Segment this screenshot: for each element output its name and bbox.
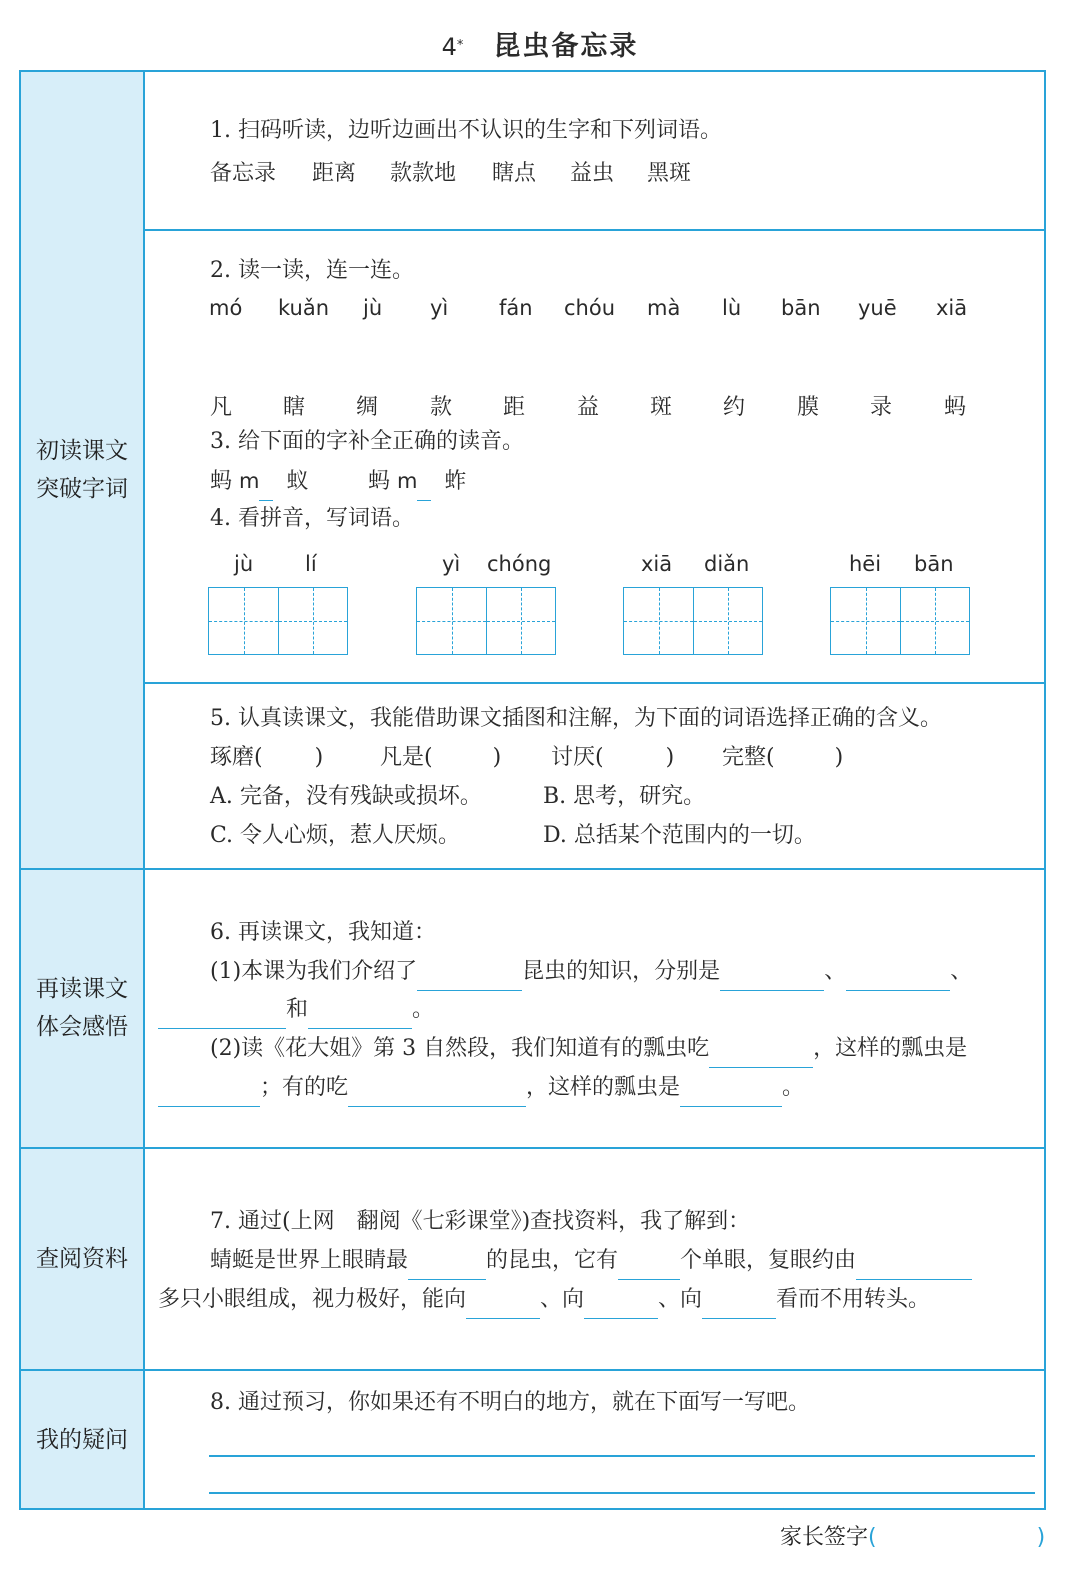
q6-text: (2)读《花大姐》第 3 自然段，我们知道有的瓢虫吃 <box>210 1036 710 1061</box>
section-sidebar <box>21 72 145 1508</box>
q5-close-paren: ) <box>492 745 502 770</box>
q5-word-3 <box>551 739 674 777</box>
q6-text: 和 <box>286 997 309 1022</box>
q4-pinyin: hēi <box>849 552 882 576</box>
q6-text: ；有的吃 <box>260 1075 349 1100</box>
q8-writing-line[interactable] <box>209 1492 1035 1494</box>
q3-blank[interactable] <box>417 478 431 501</box>
q8-prompt: 8. 通过预习，你如果还有不明白的地方，就在下面写一写吧。 <box>210 1390 810 1415</box>
q5-close-paren: ) <box>834 745 844 770</box>
section-label-line: 再读课文 <box>36 976 128 1002</box>
parent-signature-label: 家长签字 <box>780 1525 869 1550</box>
q5-word-label: 完整( <box>722 745 775 770</box>
q5-option-c: C. 令人心烦，惹人厌烦。 <box>210 823 461 848</box>
q6-line-4 <box>158 1069 804 1107</box>
q5-word-2 <box>380 739 501 777</box>
signature-open-paren: ( <box>868 1525 877 1550</box>
q2-pinyin[interactable]: fán <box>499 296 533 320</box>
q8-writing-line[interactable] <box>209 1455 1035 1457</box>
q7-blank[interactable] <box>856 1253 972 1280</box>
q2-char[interactable]: 蚂 <box>944 395 967 420</box>
q4-writing-grid[interactable] <box>623 587 763 655</box>
q1-word: 瞎点 <box>492 161 537 186</box>
q7-blank[interactable] <box>584 1292 658 1319</box>
q3-char: 蚂 <box>368 469 391 494</box>
q6-blank[interactable] <box>158 1002 286 1029</box>
q4-prompt: 4. 看拼音，写词语。 <box>210 506 414 531</box>
parent-signature <box>780 1520 1045 1551</box>
q2-char[interactable]: 瞎 <box>283 395 306 420</box>
q3-char: 蚂 <box>210 469 233 494</box>
q5-word-label: 琢磨( <box>210 745 263 770</box>
q5-word-1 <box>210 739 323 777</box>
q6-text: ，这样的瓢虫是 <box>813 1036 968 1061</box>
q2-pinyin[interactable]: lù <box>722 296 742 320</box>
q2-pinyin[interactable]: kuǎn <box>278 296 330 320</box>
section-label-questions: 我的疑问 <box>36 1427 128 1453</box>
q4-pinyin: xiā <box>641 552 673 576</box>
q4-writing-grid[interactable] <box>208 587 348 655</box>
q2-char[interactable]: 斑 <box>650 395 673 420</box>
divider <box>21 1147 1046 1149</box>
q6-line-2 <box>158 991 434 1029</box>
section-label-reread <box>21 970 143 1046</box>
q2-char[interactable]: 约 <box>723 395 746 420</box>
q6-prompt: 6. 再读课文，我知道： <box>210 920 436 945</box>
q6-text: ，这样的瓢虫是 <box>526 1075 681 1100</box>
section-label-line: 体会感悟 <box>36 1014 128 1040</box>
q2-pinyin[interactable]: chóu <box>564 296 616 320</box>
q6-blank[interactable] <box>709 1041 813 1068</box>
q6-text: 昆虫的知识，分别是 <box>522 959 721 984</box>
q7-prompt: 7. 通过(上网 翻阅《七彩课堂》)查找资料，我了解到： <box>210 1209 751 1234</box>
q4-pinyin: bān <box>914 552 954 576</box>
q7-text: 的昆虫，它有 <box>486 1248 619 1273</box>
q6-text: 、 <box>950 959 973 984</box>
q3-word: 蚁 <box>286 469 309 494</box>
q6-text: (1)本课为我们介绍了 <box>210 959 418 984</box>
q2-char[interactable]: 距 <box>503 395 526 420</box>
q4-pinyin: diǎn <box>704 552 750 576</box>
q3-word: 蚱 <box>444 469 467 494</box>
q5-option-b: B. 思考，研究。 <box>543 784 706 809</box>
q2-pinyin[interactable]: xiā <box>936 296 968 320</box>
q3-item-2 <box>368 462 467 501</box>
q1-word: 益虫 <box>570 161 615 186</box>
q3-prompt: 3. 给下面的字补全正确的读音。 <box>210 429 524 454</box>
section-label-research: 查阅资料 <box>36 1246 128 1272</box>
divider <box>143 229 1046 231</box>
q7-blank[interactable] <box>618 1253 680 1280</box>
q6-blank[interactable] <box>308 1002 412 1029</box>
divider <box>143 682 1046 684</box>
lesson-mark: * <box>456 37 464 53</box>
q1-word: 黑斑 <box>647 161 692 186</box>
q6-line-1 <box>210 953 972 991</box>
lesson-title: 昆虫备忘录 <box>493 31 639 62</box>
q4-writing-grid[interactable] <box>830 587 970 655</box>
q5-option-a: A. 完备，没有残缺或损坏。 <box>210 784 482 809</box>
q2-pinyin[interactable]: bān <box>781 296 821 320</box>
q2-pinyin[interactable]: mó <box>209 296 243 320</box>
q2-char[interactable]: 录 <box>870 395 893 420</box>
q6-blank[interactable] <box>680 1080 782 1107</box>
q4-pinyin: chóng <box>487 552 552 576</box>
q4-pinyin: jù <box>234 552 254 576</box>
q1-prompt: 1. 扫码听读，边听边画出不认识的生字和下列词语。 <box>210 118 722 143</box>
q5-prompt: 5. 认真读课文，我能借助课文插图和注解，为下面的词语选择正确的含义。 <box>210 706 942 731</box>
q2-pinyin[interactable]: jù <box>363 296 383 320</box>
section-label-line: 初读课文 <box>36 438 128 464</box>
q5-close-paren: ) <box>665 745 675 770</box>
q5-word-label: 凡是( <box>380 745 433 770</box>
page-title <box>0 24 1080 63</box>
q7-blank[interactable] <box>702 1292 776 1319</box>
q7-text: 个单眼，复眼约由 <box>680 1248 857 1273</box>
q2-pinyin[interactable]: yuē <box>858 296 897 320</box>
q2-char[interactable]: 绸 <box>356 395 379 420</box>
q4-pinyin: lí <box>305 552 317 576</box>
q2-char[interactable]: 款 <box>430 395 453 420</box>
q7-line-2 <box>158 1281 930 1319</box>
q5-word-4 <box>722 739 843 777</box>
q2-pinyin[interactable]: yì <box>430 296 449 320</box>
q2-char[interactable]: 膜 <box>797 395 820 420</box>
q2-char[interactable]: 益 <box>577 395 600 420</box>
lesson-number: 4 <box>441 33 457 61</box>
q6-blank[interactable] <box>158 1080 260 1107</box>
q1-word: 距离 <box>312 161 357 186</box>
q7-line-1 <box>210 1242 972 1280</box>
q1-word: 备忘录 <box>210 161 277 186</box>
section-label-first-read <box>21 432 143 508</box>
q3-pinyin-start: m <box>397 469 418 493</box>
q6-blank[interactable] <box>348 1080 526 1107</box>
q1-word: 款款地 <box>390 161 457 186</box>
q3-blank[interactable] <box>259 478 273 501</box>
q7-text: 多只小眼组成，视力极好，能向 <box>158 1287 467 1312</box>
q5-word-label: 讨厌( <box>551 745 604 770</box>
q6-blank[interactable] <box>417 964 522 991</box>
q6-text: 。 <box>782 1075 805 1100</box>
q7-blank[interactable] <box>408 1253 486 1280</box>
q2-pinyin[interactable]: mà <box>647 296 681 320</box>
q7-blank[interactable] <box>466 1292 540 1319</box>
q7-text: 、向 <box>658 1287 703 1312</box>
q7-text: 蜻蜓是世界上眼睛最 <box>210 1248 409 1273</box>
q3-item-1 <box>210 462 309 501</box>
q6-line-3 <box>210 1030 967 1068</box>
q7-text: 看而不用转头。 <box>776 1287 931 1312</box>
q4-writing-grid[interactable] <box>416 587 556 655</box>
q6-text: 、 <box>824 959 847 984</box>
q7-text: 、向 <box>540 1287 585 1312</box>
q6-blank[interactable] <box>720 964 824 991</box>
section-label-line: 突破字词 <box>36 476 128 502</box>
q2-char[interactable]: 凡 <box>210 395 233 420</box>
q6-text: 。 <box>412 997 435 1022</box>
q5-close-paren: ) <box>314 745 324 770</box>
q4-pinyin: yì <box>442 552 461 576</box>
q6-blank[interactable] <box>846 964 950 991</box>
q5-option-d: D. 总括某个范围内的一切。 <box>543 823 816 848</box>
divider <box>21 868 1046 870</box>
q2-prompt: 2. 读一读，连一连。 <box>210 258 414 283</box>
signature-close-paren: ) <box>1036 1525 1046 1550</box>
divider <box>21 1369 1046 1371</box>
q3-pinyin-start: m <box>239 469 260 493</box>
